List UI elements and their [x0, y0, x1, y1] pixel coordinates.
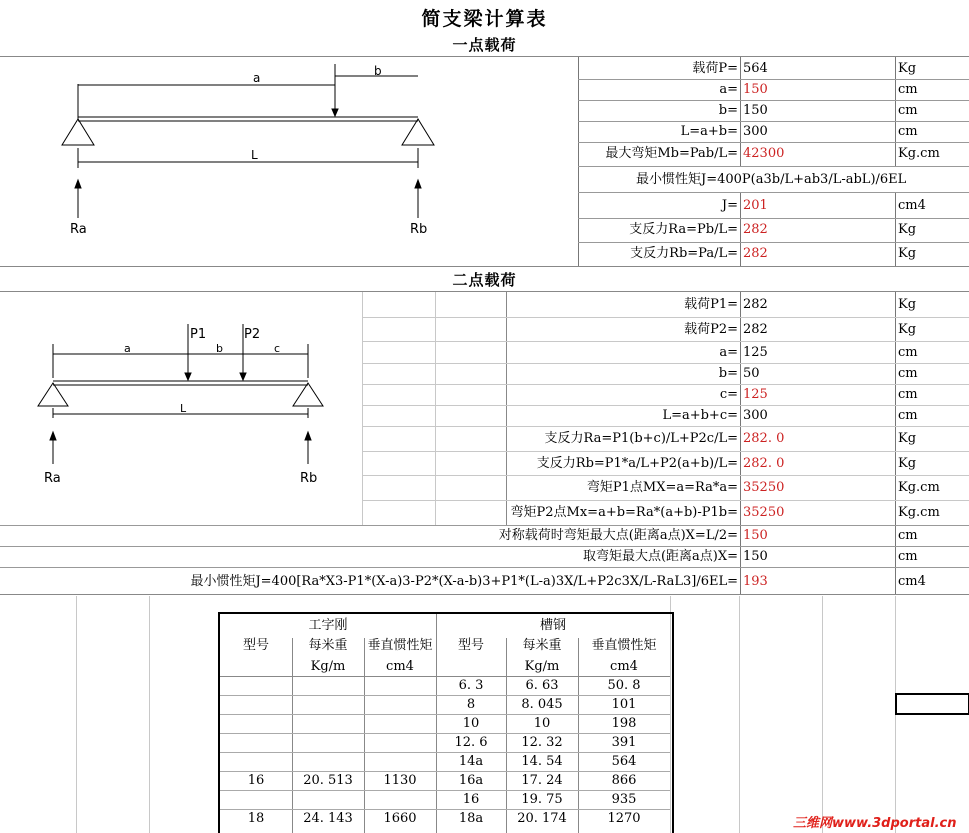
unit-a2: cm [898, 345, 918, 360]
support-left [38, 383, 68, 406]
grid-line [578, 142, 969, 143]
p2-label: P2 [244, 327, 261, 342]
selected-cell[interactable] [895, 693, 969, 715]
steel-cell[interactable]: 12. 32 [521, 735, 563, 750]
rb-label: Rb [410, 222, 428, 237]
p1-label: P1 [190, 327, 207, 342]
grid-line [740, 192, 741, 266]
grid-line [362, 426, 969, 427]
value-ra2[interactable]: 282. 0 [743, 431, 785, 446]
value-min-inertia-2[interactable]: 193 [743, 574, 768, 589]
grid-line [578, 57, 579, 266]
value-max-moment[interactable]: 42300 [743, 146, 785, 161]
steel-cell[interactable]: 8. 045 [521, 697, 563, 712]
unit-c-inertia: cm4 [610, 659, 638, 674]
steel-cell[interactable]: 20. 513 [303, 773, 353, 788]
steel-cell[interactable]: 10 [533, 716, 551, 731]
unit-max-point: cm [898, 549, 918, 564]
unit-load-p: Kg [898, 61, 917, 76]
grid-line [578, 166, 969, 167]
channel-title: 槽钢 [539, 618, 566, 633]
steel-cell[interactable]: 6. 3 [458, 678, 484, 693]
steel-cell[interactable]: 16 [247, 773, 265, 788]
col-i-type: 型号 [242, 638, 269, 653]
dim-l-label: L [251, 148, 258, 162]
steel-section-table [218, 612, 674, 833]
steel-cell[interactable]: 20. 174 [517, 811, 567, 826]
value-max-point[interactable]: 150 [743, 549, 768, 564]
unit-sym-max-point: cm [898, 528, 918, 543]
grid-line [506, 292, 507, 525]
label-load-p: 载荷P= [692, 61, 738, 76]
steel-cell[interactable]: 1660 [383, 811, 417, 826]
two-point-beam-diagram [30, 316, 340, 496]
unit-max-moment: Kg.cm [898, 146, 940, 161]
steel-cell[interactable]: 8 [466, 697, 476, 712]
load-arrow-head [332, 109, 338, 116]
label-sym-max-point: 对称载荷时弯矩最大点(距离a点)X=L/2= [498, 528, 738, 543]
steel-cell[interactable]: 866 [611, 773, 637, 788]
col-c-inertia: 垂直惯性矩 [591, 638, 657, 653]
page-title: 简支梁计算表 [421, 8, 548, 30]
grid-line [578, 79, 969, 80]
label-ra: 支反力Ra=Pb/L= [629, 222, 738, 237]
section-heading-one-point: 一点载荷 [452, 36, 517, 54]
unit-b: cm [898, 103, 918, 118]
grid-line [578, 242, 969, 243]
steel-cell[interactable]: 18a [458, 811, 484, 826]
label-a: a= [719, 82, 738, 97]
grid-line [362, 292, 363, 525]
unit-moment-p2: Kg.cm [898, 505, 940, 520]
value-load-p[interactable]: 564 [743, 61, 768, 76]
section-rule [0, 266, 969, 267]
unit-load-p1: Kg [898, 297, 917, 312]
grid-line [362, 384, 969, 385]
grid-line [0, 525, 969, 526]
steel-cell[interactable]: 1270 [607, 811, 641, 826]
grid-line [0, 546, 969, 547]
dim-a-label: a [253, 71, 261, 85]
steel-cell[interactable]: 6. 63 [525, 678, 559, 693]
steel-cell[interactable]: 12. 6 [454, 735, 488, 750]
col-i-inertia: 垂直惯性矩 [367, 638, 433, 653]
value-l[interactable]: 300 [743, 124, 768, 139]
steel-cell[interactable]: 17. 24 [521, 773, 563, 788]
grid-line [362, 500, 969, 501]
label-a2: a= [719, 345, 738, 360]
grid-line [895, 57, 896, 166]
grid-line [578, 121, 969, 122]
arrow-head [75, 180, 81, 188]
steel-cell[interactable]: 935 [611, 792, 637, 807]
label-min-inertia-2: 最小惯性矩J=400[Ra*X3-P1*(X-a)3-P2*(X-a-b)3+P1*(L-a)3X/L+P2c3X/L-RaL3]/6EL= [190, 574, 738, 589]
grid-line [739, 596, 740, 833]
value-b[interactable]: 150 [743, 103, 768, 118]
steel-cell[interactable]: 19. 75 [521, 792, 563, 807]
col-c-type: 型号 [457, 638, 484, 653]
value-sym-max-point[interactable]: 150 [743, 528, 768, 543]
support-right [293, 383, 323, 406]
label-load-p1: 载荷P1= [684, 297, 738, 312]
value-ra[interactable]: 282 [743, 222, 768, 237]
value-b2[interactable]: 50 [743, 366, 760, 381]
watermark: 三维网www.3dportal.cn [793, 816, 957, 831]
unit-i-weight: Kg/m [310, 659, 346, 674]
label-b2: b= [718, 366, 738, 381]
value-load-p1[interactable]: 282 [743, 297, 768, 312]
grid-line [149, 596, 150, 833]
unit-l: cm [898, 124, 918, 139]
steel-cell[interactable]: 14a [458, 754, 484, 769]
support-right [402, 119, 434, 145]
unit-j: cm4 [898, 198, 926, 213]
unit-rb: Kg [898, 246, 917, 261]
value-a[interactable]: 150 [743, 82, 768, 97]
arrow-head [415, 180, 421, 188]
steel-cell[interactable]: 1130 [383, 773, 417, 788]
section-rule [0, 291, 969, 292]
unit-ra: Kg [898, 222, 917, 237]
label-rb2: 支反力Rb=P1*a/L+P2(a+b)/L= [536, 456, 738, 471]
section-rule [0, 594, 969, 595]
label-ra2: 支反力Ra=P1(b+c)/L+P2c/L= [544, 431, 738, 446]
grid-line [362, 363, 969, 364]
grid-line [895, 192, 896, 266]
section-heading-two-point: 二点载荷 [452, 271, 517, 289]
steel-cell[interactable]: 10 [462, 716, 480, 731]
grid-line [362, 475, 969, 476]
label-max-point: 取弯矩最大点(距离a点)X= [582, 549, 738, 564]
grid-line [895, 292, 896, 594]
col-i-weight: 每米重 [308, 638, 348, 653]
unit-rb2: Kg [898, 456, 917, 471]
steel-cell[interactable]: 14. 54 [521, 754, 563, 769]
i-beam-title: 工字刚 [308, 618, 348, 633]
grid-line [578, 192, 969, 193]
grid-line [822, 596, 823, 833]
support-left [62, 119, 94, 145]
grid-line [740, 57, 741, 166]
steel-cell[interactable]: 564 [611, 754, 637, 769]
unit-c2: cm [898, 387, 918, 402]
ra-label: Ra [44, 471, 61, 486]
steel-cell[interactable]: 391 [611, 735, 637, 750]
grid-line [435, 292, 436, 525]
unit-a: cm [898, 82, 918, 97]
value-a2[interactable]: 125 [743, 345, 768, 360]
grid-line [362, 451, 969, 452]
grid-line [362, 405, 969, 406]
label-load-p2: 载荷P2= [684, 322, 738, 337]
unit-l2: cm [898, 408, 918, 423]
value-load-p2[interactable]: 282 [743, 322, 768, 337]
unit-min-inertia-2: cm4 [898, 574, 926, 589]
steel-cell[interactable]: 50. 8 [607, 678, 641, 693]
unit-moment-p1: Kg.cm [898, 480, 940, 495]
unit-load-p2: Kg [898, 322, 917, 337]
label-moment-p1: 弯矩P1点MX=a=Ra*a= [586, 480, 738, 495]
label-max-moment: 最大弯矩Mb=Pab/L= [605, 146, 738, 161]
label-j: J= [721, 198, 738, 213]
formula-min-inertia: 最小惯性矩J=400P(a3b/L+ab3/L-abL)/6EL [636, 172, 907, 187]
steel-cell[interactable]: 24. 143 [303, 811, 353, 826]
steel-cell[interactable]: 16 [462, 792, 480, 807]
value-c2[interactable]: 125 [743, 387, 768, 402]
steel-cell[interactable]: 198 [611, 716, 637, 731]
grid-line [0, 567, 969, 568]
grid-line [578, 218, 969, 219]
dim-b-label: b [216, 342, 223, 355]
value-rb2[interactable]: 282. 0 [743, 456, 785, 471]
label-rb: 支反力Rb=Pa/L= [630, 246, 738, 261]
label-moment-p2: 弯矩P2点Mx=a+b=Ra*(a+b)-P1b= [510, 505, 738, 520]
grid-line [740, 292, 741, 594]
grid-line [362, 341, 969, 342]
grid-line [76, 596, 77, 833]
grid-line [362, 317, 969, 318]
rb-label: Rb [300, 471, 318, 486]
value-l2[interactable]: 300 [743, 408, 768, 423]
grid-line [578, 100, 969, 101]
label-l: L=a+b= [680, 124, 738, 139]
value-moment-p1[interactable]: 35250 [743, 480, 785, 495]
col-c-weight: 每米重 [522, 638, 562, 653]
label-l2: L=a+b+c= [662, 408, 738, 423]
section-rule [0, 56, 969, 57]
dim-b-label: b [374, 64, 382, 78]
value-rb[interactable]: 282 [743, 246, 768, 261]
label-c2: c= [719, 387, 738, 402]
unit-c-weight: Kg/m [524, 659, 560, 674]
unit-i-inertia: cm4 [386, 659, 414, 674]
label-b: b= [718, 103, 738, 118]
value-j[interactable]: 201 [743, 198, 768, 213]
steel-cell[interactable]: 16a [458, 773, 484, 788]
unit-b2: cm [898, 366, 918, 381]
steel-cell[interactable]: 18 [247, 811, 265, 826]
dim-l-label: L [180, 402, 187, 415]
dim-c-label: c [274, 342, 281, 355]
unit-ra2: Kg [898, 431, 917, 446]
one-point-beam-diagram [55, 58, 445, 258]
value-moment-p2[interactable]: 35250 [743, 505, 785, 520]
ra-label: Ra [70, 222, 87, 237]
dim-a-label: a [124, 342, 131, 355]
steel-cell[interactable]: 101 [611, 697, 637, 712]
